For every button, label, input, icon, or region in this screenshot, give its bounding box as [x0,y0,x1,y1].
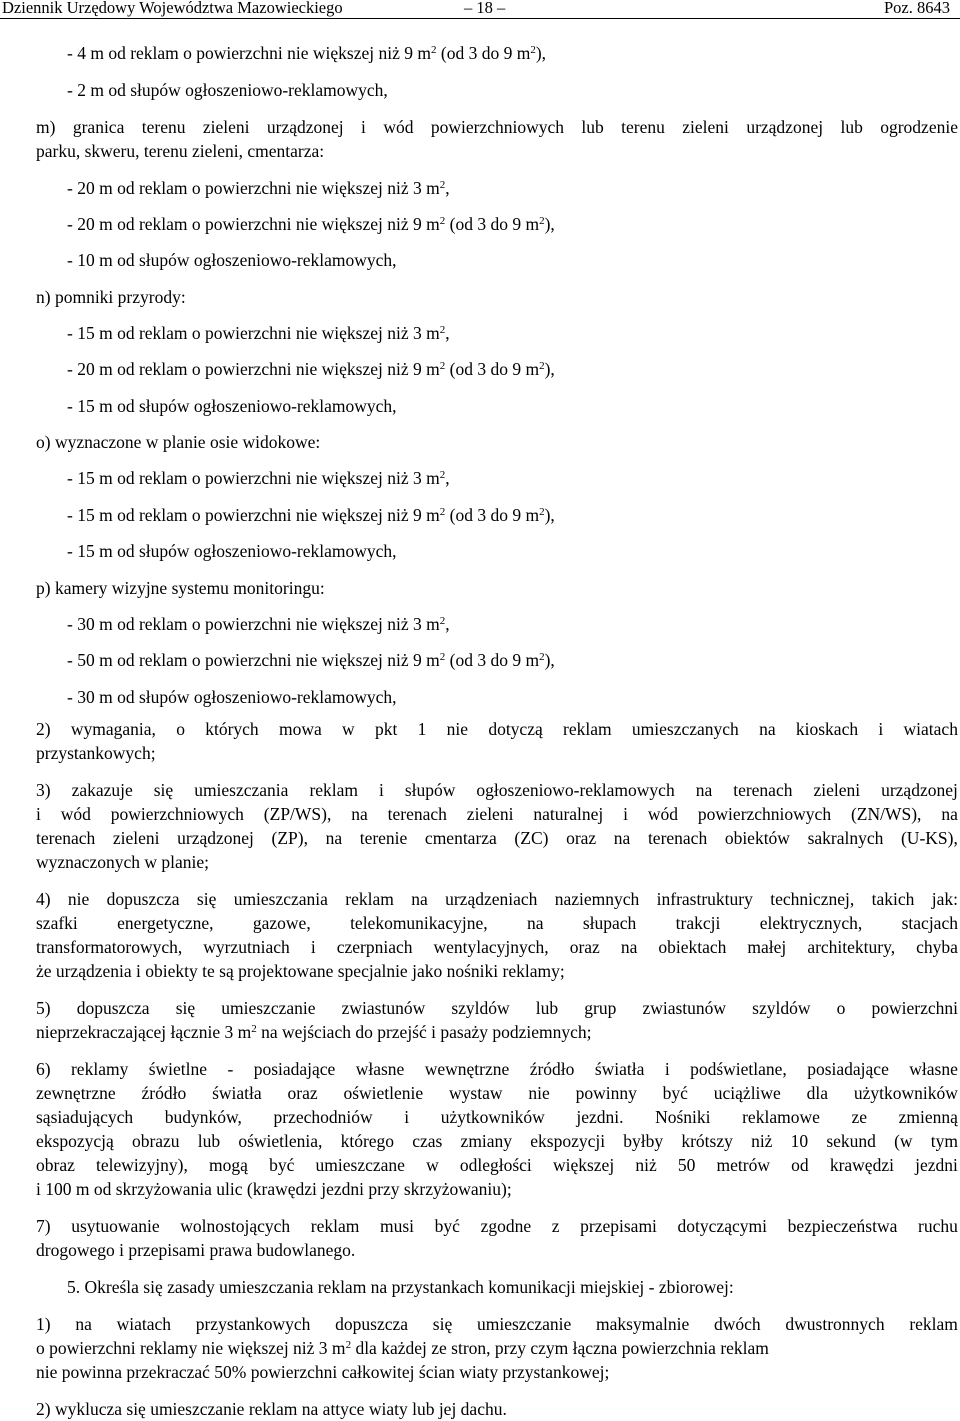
text-line: ekspozycją obrazu lub oświetlenia, którego czas zmiany ekspozycji byłby krótszy niż 10 sekund (w tym [36,1131,958,1151]
position-number: Poz. 8643 [884,0,950,17]
point-5-line: 5) dopuszcza się umieszczanie zwiastunów szyldów lub grup zwiastunów szyldów o powierzchni [36,998,958,1018]
text-line: - 4 m od reklam o powierzchni nie większej niż 9 $m^2$ (od 3 do 9 $m^2$), [67,43,547,63]
point-2b-line: 2) wyklucza się umieszczanie reklam na attyce wiaty lub jej dachu. [36,1399,507,1419]
text-line: o powierzchni reklamy nie większej niż 3 $m^2$ dla każdej ze stron, przy czym łączna powierzchnia reklam [36,1338,769,1358]
point-4-line: 4) nie dopuszcza się umieszczania reklam na urządzeniach naziemnych infrastruktury technicznej, takich jak: [36,889,958,909]
text-line: - 15 m od reklam o powierzchni nie większej niż 3 $m^2$, [67,323,450,343]
header-rule [0,18,960,19]
text-line: szafki energetyczne, gazowe, telekomunikacyjne, na słupach trakcji elektrycznych, stacjach [36,913,958,933]
item-m-line: m) granica terenu zieleni urządzonej i wód powierzchniowych lub terenu zieleni urządzonej lub ogrodzenie [36,117,958,137]
item-o-heading: o) wyznaczone w planie osie widokowe: [36,432,321,452]
text-line: - 10 m od słupów ogłoszeniowo-reklamowych, [67,250,397,270]
text-line: i wód powierzchniowych (ZP/WS), na terenach zieleni naturalnej i wód powierzchniowych (ZN/WS), na [36,804,958,824]
text-line: obraz telewizyjny), mogą być umieszczane w odległości większej niż 50 metrów od krawędzi jezdni [36,1155,958,1175]
text-line: - 30 m od słupów ogłoszeniowo-reklamowych, [67,687,397,707]
section-5-heading: 5. Określa się zasady umieszczania reklam na przystankach komunikacji miejskiej - zbiorowej: [67,1277,734,1297]
text-line: że urządzenia i obiekty te są projektowane specjalnie jako nośniki reklamy; [36,961,565,981]
point-6-line: 6) reklamy świetlne - posiadające własne wewnętrzne źródło światła i podświetlane, posiadające własne [36,1059,958,1079]
item-p-heading: p) kamery wizyjne systemu monitoringu: [36,578,325,598]
text-line: terenach zieleni urządzonej (ZP), na terenie cmentarza (ZC) oraz na terenach obiektów sakralnych (U-KS), [36,828,958,848]
text-line: transformatorowych, wyrzutniach i czerpniach wentylacyjnych, oraz na obiektach małej architektury, chyba [36,937,958,957]
point-3-line: 3) zakazuje się umieszczania reklam i słupów ogłoszeniowo-reklamowych na terenach zieleni urządzonej [36,780,958,800]
text-line: - 2 m od słupów ogłoszeniowo-reklamowych, [67,80,388,100]
text-line: nieprzekraczającej łącznie 3 $m^2$ na wejściach do przejść i pasaży podziemnych; [36,1022,592,1042]
text-line: zewnętrzne źródło światła oraz oświetlenie wystaw nie powinny być uciążliwe dla użytkowników [36,1083,958,1103]
text-line: - 15 m od reklam o powierzchni nie większej niż 3 $m^2$, [67,468,450,488]
page-header [0,0,960,18]
text-line: wyznaczonych w planie; [36,852,209,872]
page-number: – 18 – [464,0,506,17]
text-line: parku, skweru, terenu zieleni, cmentarza: [36,141,325,161]
text-line: nie powinna przekraczać 50% powierzchni całkowitej ścian wiaty przystankowej; [36,1362,610,1382]
text-line: - 15 m od słupów ogłoszeniowo-reklamowych, [67,396,397,416]
text-line: - 20 m od reklam o powierzchni nie większej niż 3 $m^2$, [67,178,450,198]
text-line: - 20 m od reklam o powierzchni nie większej niż 9 $m^2$ (od 3 do 9 $m^2$), [67,214,555,234]
text-line: - 15 m od reklam o powierzchni nie większej niż 9 $m^2$ (od 3 do 9 $m^2$), [67,505,555,525]
text-line: sąsiadujących budynków, przechodniów i użytkowników jezdni. Nośniki reklamowe ze zmienną [36,1107,958,1127]
text-line: - 15 m od słupów ogłoszeniowo-reklamowych, [67,541,397,561]
point-2-line: 2) wymagania, o których mowa w pkt 1 nie dotyczą reklam umieszczanych na kioskach i wiatach [36,719,958,739]
text-line: - 20 m od reklam o powierzchni nie większej niż 9 $m^2$ (od 3 do 9 $m^2$), [67,359,555,379]
text-line: - 30 m od reklam o powierzchni nie większej niż 3 $m^2$, [67,614,450,634]
text-line: drogowego i przepisami prawa budowlanego. [36,1240,356,1260]
point-7-line: 7) usytuowanie wolnostojących reklam musi być zgodne z przepisami dotyczącymi bezpieczeństwa ruchu [36,1216,958,1236]
journal-title: Dziennik Urzędowy Województwa Mazowieckiego [2,0,343,17]
text-line: - 50 m od reklam o powierzchni nie większej niż 9 $m^2$ (od 3 do 9 $m^2$), [67,650,555,670]
text-line: przystankowych; [36,743,156,763]
item-n-heading: n) pomniki przyrody: [36,287,186,307]
point-1-line: 1) na wiatach przystankowych dopuszcza się umieszczanie maksymalnie dwóch dwustronnych reklam [36,1314,958,1334]
text-line: i 100 m od skrzyżowania ulic (krawędzi jezdni przy skrzyżowaniu); [36,1179,512,1199]
